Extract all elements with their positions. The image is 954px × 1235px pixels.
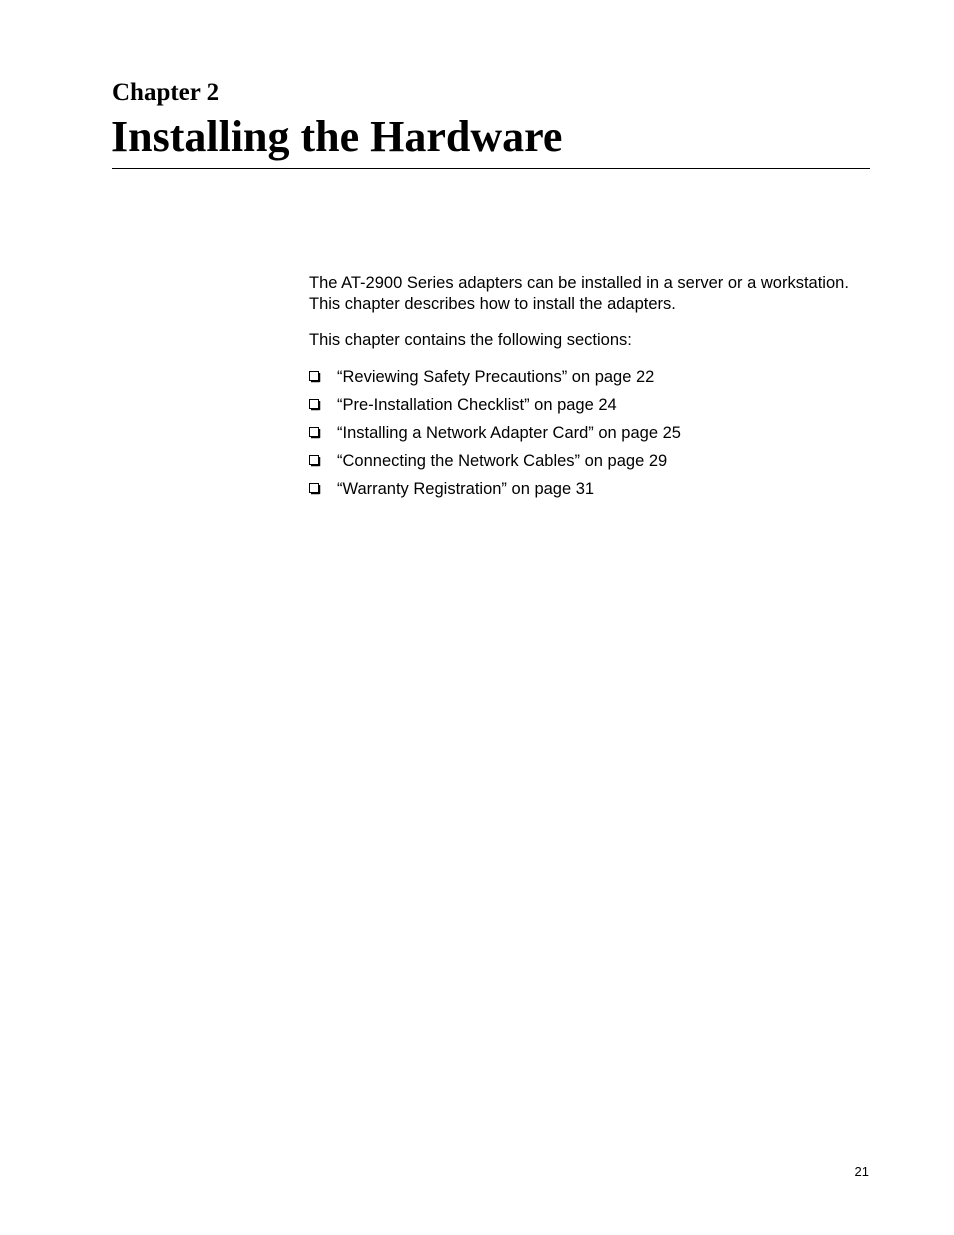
checkbox-icon [309,371,321,383]
section-list [309,367,884,507]
sections-intro: This chapter contains the following sections: [309,331,632,349]
title-divider [112,168,870,169]
section-item-warranty-registration[interactable] [309,479,884,507]
checkbox-icon [309,399,321,411]
intro-line-2: This chapter describes how to install the adapters. [309,295,676,313]
section-item-label: “Connecting the Network Cables” on page 29 [337,452,668,470]
section-item-label: “Warranty Registration” on page 31 [337,480,595,498]
section-item-safety-precautions[interactable] [309,367,884,395]
section-item-label: “Reviewing Safety Precautions” on page 22 [337,368,655,386]
intro-line-1: The AT-2900 Series adapters can be installed in a server or a workstation. [309,274,849,292]
section-item-label: “Pre-Installation Checklist” on page 24 [337,396,617,414]
checkbox-icon [309,455,321,467]
checkbox-icon [309,427,321,439]
page-number: 21 [854,1164,869,1179]
chapter-title: Installing the Hardware [111,112,563,161]
section-item-connecting-network-cables[interactable] [309,451,884,479]
chapter-body [309,273,884,507]
section-item-installing-adapter-card[interactable] [309,423,884,451]
section-item-label: “Installing a Network Adapter Card” on page 25 [337,424,681,442]
section-item-pre-installation-checklist[interactable] [309,395,884,423]
checkbox-icon [309,483,321,495]
intro-paragraph [309,273,884,315]
chapter-label: Chapter 2 [112,79,220,106]
